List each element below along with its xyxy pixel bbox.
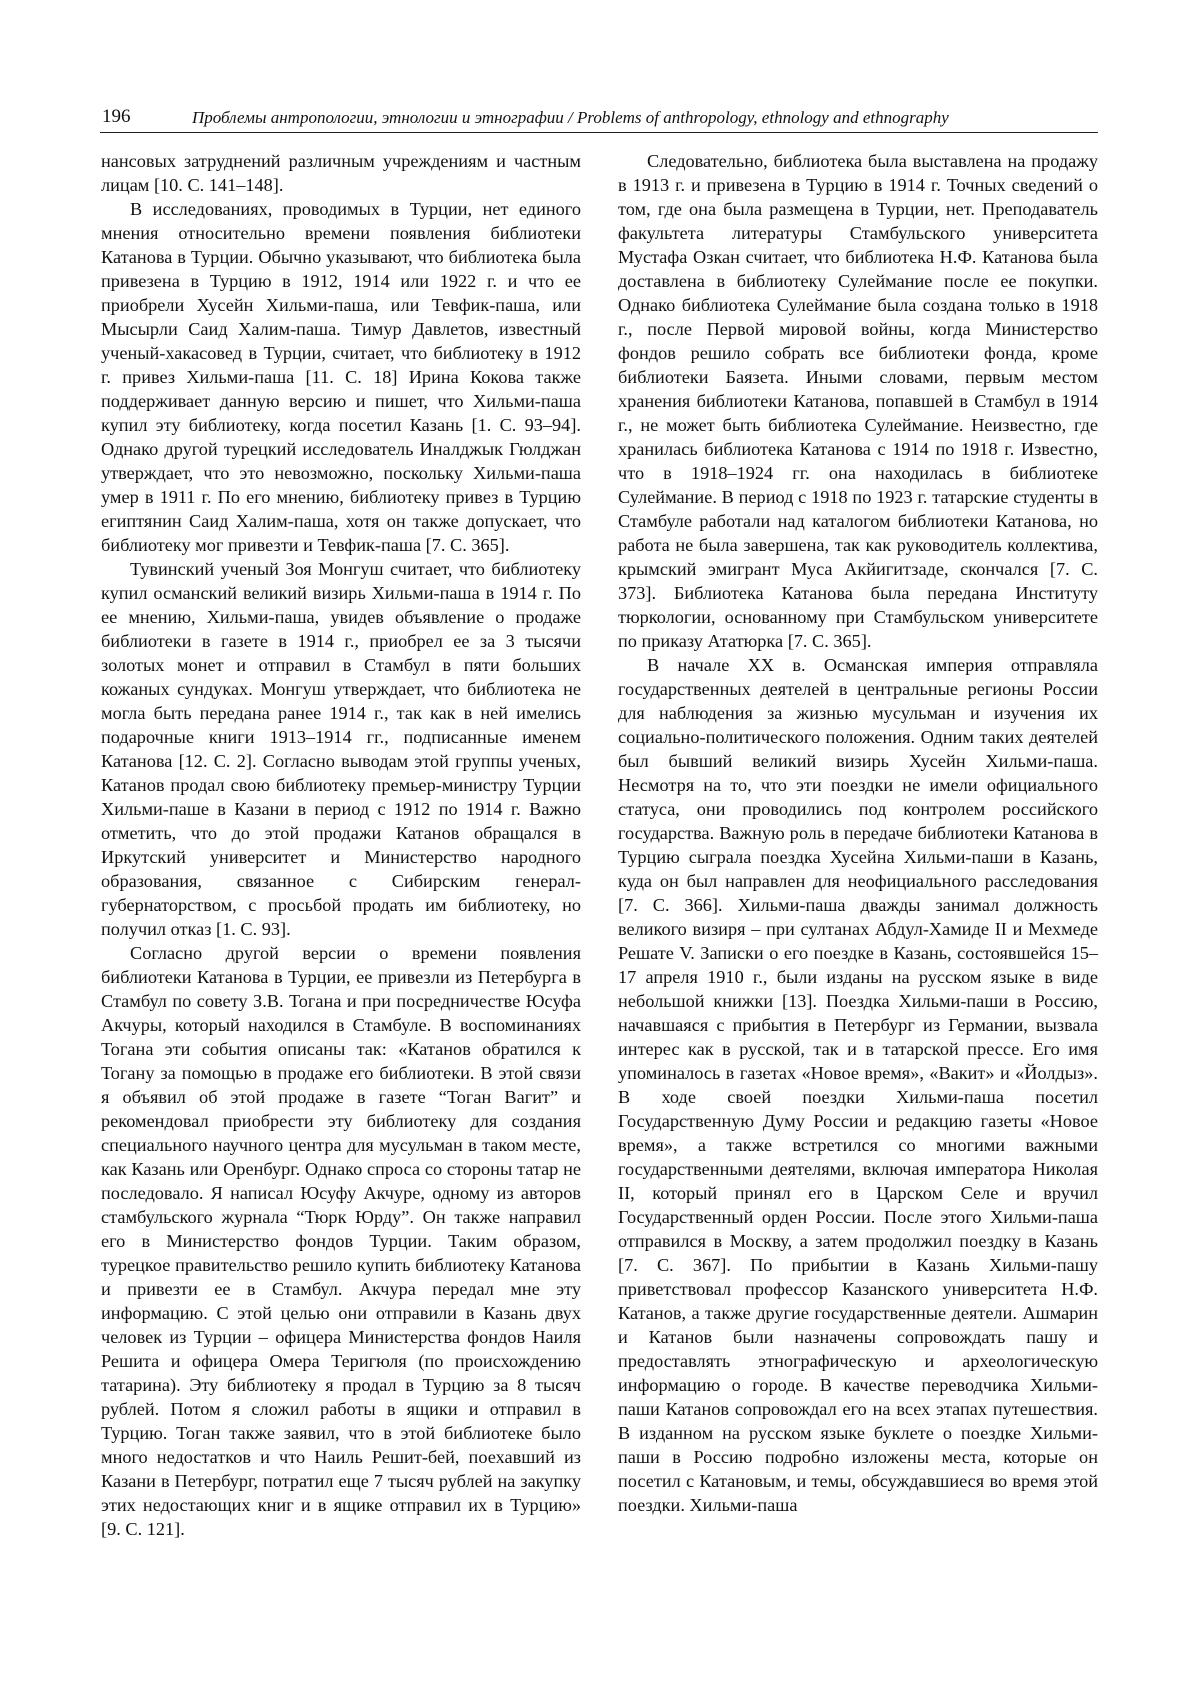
running-head bbox=[100, 104, 1098, 133]
right-column bbox=[618, 149, 1098, 1517]
left-column bbox=[101, 149, 581, 1541]
paragraph: В начале XX в. Османская империя отправляла государственных деятелей в центральные регионы России для наблюдения за жизнью мусульман и изучения их социально-политического положения. Одним таких деятелей был бывший великий визирь Хусейн Хильми-паша. Несмотря на то, что эти поездки не имели официального статуса, они проводились под контролем российского государства. Важную роль в передаче библиотеки Катанова в Турцию сыграла поездка Хусейна Хильми-паши в Казань, куда он был направлен для неофициального расследования [7. С. 366]. Хильми-паша дважды занимал должность великого визиря – при султанах Абдул-Хамиде II и Мехмеде Решате V. Записки о его поездке в Казань, состоявшейся 15–17 апреля 1910 г., были изданы на русском языке в виде небольшой книжки [13]. Поездка Хильми-паши в Россию, начавшаяся с прибытия в Петербург из Германии, вызвала интерес как в русской, так и в татарской прессе. Его имя упоминалось в газетах «Новое время», «Вакит» и «Йолдыз». В ходе своей поездки Хильми-паша посетил Государственную Думу России и редакцию газеты «Новое время», а также встретился со многими важными государственными деятелями, включая императора Николая II, который принял его в Царском Селе и вручил Государственный орден России. После этого Хильми-паша отправился в Москву, а затем продолжил поездку в Казань [7. С. 367]. По прибытии в Казань Хильми-пашу приветствовал профессор Казанского университета Н.Ф. Катанов, а также другие государственные деятели. Ашмарин и Катанов были назначены сопровождать пашу и предоставлять этнографическую и археологическую информацию о городе. В качестве переводчика Хильми-паши Катанов сопровождал его на всех этапах путешествия. В изданном на русском языке буклете о поездке Хильми-паши в Россию подробно изложены места, которые он посетил с Катановым, и темы, обсуждавшиеся во время этой поездки. Хильми-паша bbox=[618, 655, 1098, 1515]
paragraph: Тувинский ученый Зоя Монгуш считает, что библиотеку купил османский великий визирь Хильми-паша в 1914 г. По ее мнению, Хильми-паша, увидев объявление о продаже библиотеки в газете в 1914 г., приобрел ее за 3 тысячи золотых монет и отправил в Стамбул в пяти больших кожаных сундуках. Монгуш утверждает, что библиотека не могла быть передана ранее 1914 г., так как в ней имелись подарочные книги 1913–1914 гг., подписанные именем Катанова [12. С. 2]. Согласно выводам этой группы ученых, Катанов продал свою библиотеку премьер-министру Турции Хильми-паше в Казани в период с 1912 по 1914 г. Важно отметить, что до этой продажи Катанов обращался в Иркутский университет и Министерство народного образования, связанное с Сибирским генерал-губернаторством, с просьбой продать им библиотеку, но получил отказ [1. С. 93]. bbox=[101, 559, 581, 939]
page-number: 196 bbox=[102, 106, 131, 127]
paragraph: Следовательно, библиотека была выставлена на продажу в 1913 г. и привезена в Турцию в 1914 г. Точных сведений о том, где она была размещена в Турции, нет. Преподаватель факультета литературы Стамбульского университета Мустафа Озкан считает, что библиотека Н.Ф. Катанова была доставлена в библиотеку Сулеймание после ее покупки. Однако библиотека Сулеймание была создана только в 1918 г., после Первой мировой войны, когда Министерство фондов решило собрать все библиотеки фонда, кроме библиотеки Баязета. Иными словами, первым местом хранения библиотеки Катанова, попавшей в Стамбул в 1914 г., не может быть библиотека Сулеймание. Неизвестно, где хранилась библиотека Катанова с 1914 по 1918 г. Известно, что в 1918–1924 гг. она находилась в библиотеке Сулеймание. В период с 1918 по 1923 г. татарские студенты в Стамбуле работали над каталогом библиотеки Катанова, но работа не была завершена, так как руководитель коллектива, крымский эмигрант Муса Акйигитзаде, скончался [7. С. 373]. Библиотека Катанова была передана Институту тюркологии, основанному при Стамбульском университете по приказу Ататюрка [7. С. 365]. bbox=[618, 151, 1098, 651]
paragraph: нансовых затруднений различным учреждениям и частным лицам [10. С. 141–148]. bbox=[101, 151, 581, 195]
paragraph: В исследованиях, проводимых в Турции, нет единого мнения относительно времени появления библиотеки Катанова в Турции. Обычно указывают, что библиотека была привезена в Турцию в 1912, 1914 или 1922 г. и что ее приобрели Хусейн Хильми-паша, или Тевфик-паша, или Мысырли Саид Халим-паша. Тимур Давлетов, известный ученый-хакасовед в Турции, считает, что библиотеку в 1912 г. привез Хильми-паша [11. С. 18] Ирина Кокова также поддерживает данную версию и пишет, что Хильми-паша купил эту библиотеку, когда посетил Казань [1. С. 93–94]. Однако другой турецкий исследователь Иналджык Гюлджан утверждает, что это невозможно, поскольку Хильми-паша умер в 1911 г. По его мнению, библиотеку привез в Турцию египтянин Саид Халим-паша, хотя он также допускает, что библиотеку мог привезти и Тевфик-паша [7. С. 365]. bbox=[101, 199, 581, 555]
paragraph: Согласно другой версии о времени появления библиотеки Катанова в Турции, ее привезли из Петербурга в Стамбул по совету З.В. Тогана и при посредничестве Юсуфа Акчуры, который находился в Стамбуле. В воспоминаниях Тогана эти события описаны так: «Катанов обратился к Тогану за помощью в продаже его библиотеки. В этой связи я объявил об этой продаже в газете “Тоган Вагит” и рекомендовал приобрести эту библиотеку для создания специального научного центра для мусульман в таком месте, как Казань или Оренбург. Однако спроса со стороны татар не последовало. Я написал Юсуфу Акчуре, одному из авторов стамбульского журнала “Тюрк Юрду”. Он также направил его в Министерство фондов Турции. Таким образом, турецкое правительство решило купить библиотеку Катанова и привезти ее в Стамбул. Акчура передал мне эту информацию. С этой целью они отправили в Казань двух человек из Турции – офицера Министерства фондов Наиля Решита и офицера Омера Теригюля (по происхождению татарина). Эту библиотеку я продал в Турцию за 8 тысяч рублей. Потом я сложил работы в ящики и отправил в Турцию. Тоган также заявил, что в этой библиотеке было много недостатков и что Наиль Решит-бей, поехавший из Казани в Петербург, потратил еще 7 тысяч рублей на закупку этих недостающих книг и в ящике отправил их в Турцию» [9. С. 121]. bbox=[101, 943, 581, 1539]
journal-title: Проблемы антропологии, этнологии и этнографии / Problems of anthropology, ethnology and ethnography bbox=[192, 108, 949, 127]
